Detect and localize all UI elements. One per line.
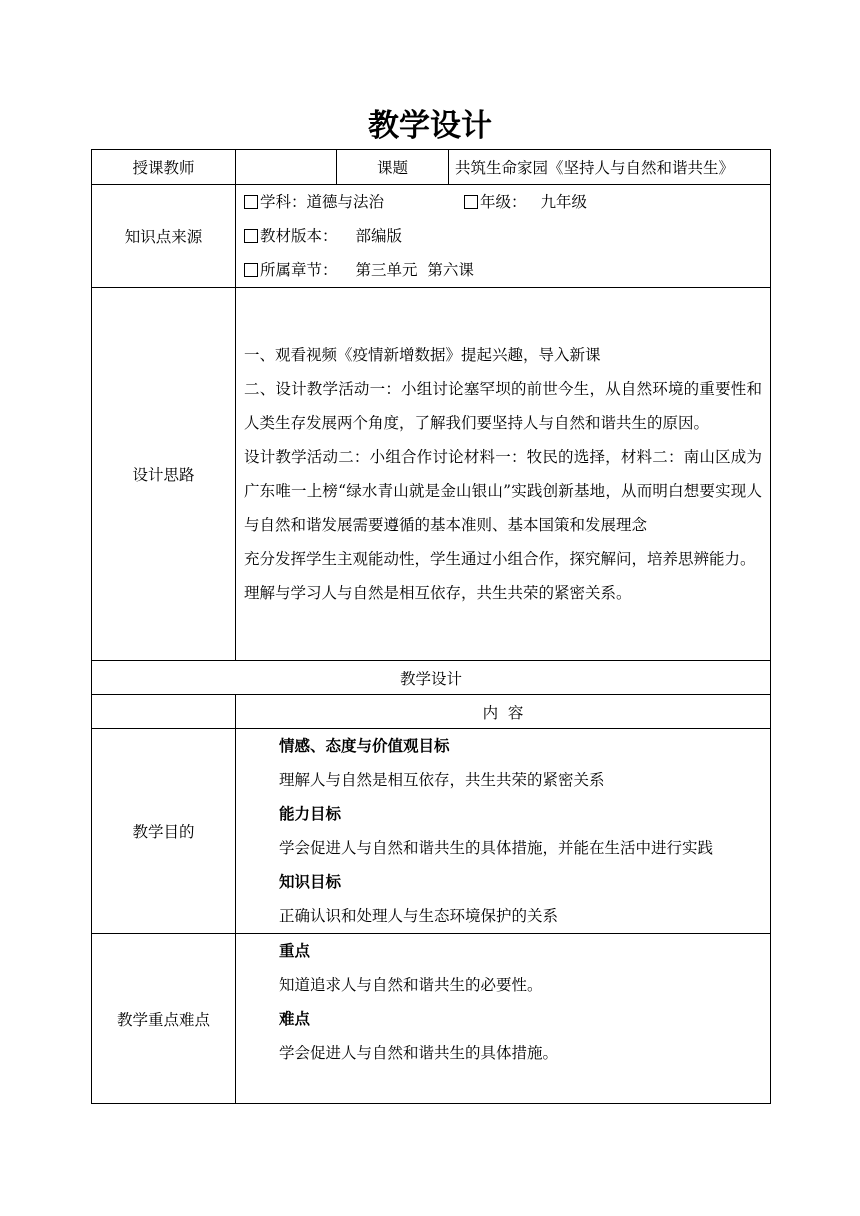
teacher-label: 授课教师 — [92, 150, 236, 185]
subject-label: 学科： — [260, 193, 307, 211]
design-thinking-label: 设计思路 — [92, 288, 236, 661]
header-row — [92, 150, 771, 185]
objective-text: 学会促进人与自然和谐共生的具体措施，并能在生活中进行实践 — [279, 839, 714, 857]
source-chapter-line — [244, 253, 762, 287]
edition-label: 教材版本： — [260, 227, 338, 245]
content-header-blank — [92, 695, 236, 729]
checkbox-icon — [244, 263, 258, 277]
design-thinking-content — [236, 288, 771, 661]
key-points-row — [92, 934, 771, 1104]
teacher-value — [236, 150, 337, 185]
content-header: 内 容 — [236, 695, 771, 729]
chapter-value: 第三单元 第六课 — [355, 261, 474, 279]
source-edition-line — [244, 219, 762, 253]
section-title: 教学设计 — [92, 661, 771, 695]
topic-value: 共筑生命家园《坚持人与自然和谐共生》 — [449, 150, 771, 185]
design-thinking-paragraph: 理解与学习人与自然是相互依存，共生共荣的紧密关系。 — [244, 584, 632, 602]
subject-value: 道德与法治 — [306, 193, 385, 211]
checkbox-icon — [244, 229, 258, 243]
key-point-text: 学会促进人与自然和谐共生的具体措施。 — [279, 1044, 559, 1062]
objectives-row — [92, 729, 771, 934]
objective-text: 正确认识和处理人与生态环境保护的关系 — [279, 907, 559, 925]
checkbox-icon — [464, 195, 478, 209]
key-point-text: 知道追求人与自然和谐共生的必要性。 — [279, 976, 543, 994]
grade-value: 九年级 — [540, 193, 588, 211]
key-points-label: 教学重点难点 — [92, 934, 236, 1104]
lesson-plan-table — [91, 149, 771, 1104]
edition-value: 部编版 — [355, 227, 403, 245]
key-point-heading: 重点 — [279, 942, 311, 960]
objective-heading: 情感、态度与价值观目标 — [279, 737, 450, 755]
design-thinking-paragraph: 一、观看视频《疫情新增数据》提起兴趣，导入新课 — [244, 346, 601, 364]
objective-heading: 能力目标 — [279, 805, 342, 823]
design-thinking-paragraph: 设计教学活动二：小组合作讨论材料一：牧民的选择，材料二：南山区成为广东唯一上榜“绿水青山就是金山银山”实践创新基地，从而明白想要实现人与自然和谐发展需要遵循的基本准则、基本国策和发展理念 — [244, 448, 762, 534]
design-thinking-paragraph: 二、设计教学活动一：小组讨论塞罕坝的前世今生，从自然环境的重要性和人类生存发展两个角度，了解我们要坚持人与自然和谐共生的原因。 — [244, 380, 762, 432]
grade-label: 年级： — [480, 193, 527, 211]
objectives-content — [236, 729, 771, 934]
objective-heading: 知识目标 — [279, 873, 342, 891]
topic-label: 课题 — [337, 150, 449, 185]
source-label: 知识点来源 — [92, 185, 236, 288]
objectives-label: 教学目的 — [92, 729, 236, 934]
objective-text: 理解人与自然是相互依存，共生共荣的紧密关系 — [279, 771, 605, 789]
design-thinking-row — [92, 288, 771, 661]
section-title-row — [92, 661, 771, 695]
document-title: 教学设计 — [368, 108, 492, 144]
checkbox-icon — [244, 195, 258, 209]
key-point-heading: 难点 — [279, 1010, 311, 1028]
source-subject-line — [244, 185, 762, 219]
content-header-row — [92, 695, 771, 729]
chapter-label: 所属章节： — [260, 261, 338, 279]
key-points-content — [236, 934, 771, 1104]
design-thinking-paragraph: 充分发挥学生主观能动性，学生通过小组合作，探究解问，培养思辨能力。 — [244, 550, 756, 568]
source-row — [92, 185, 771, 288]
source-content — [236, 185, 771, 288]
